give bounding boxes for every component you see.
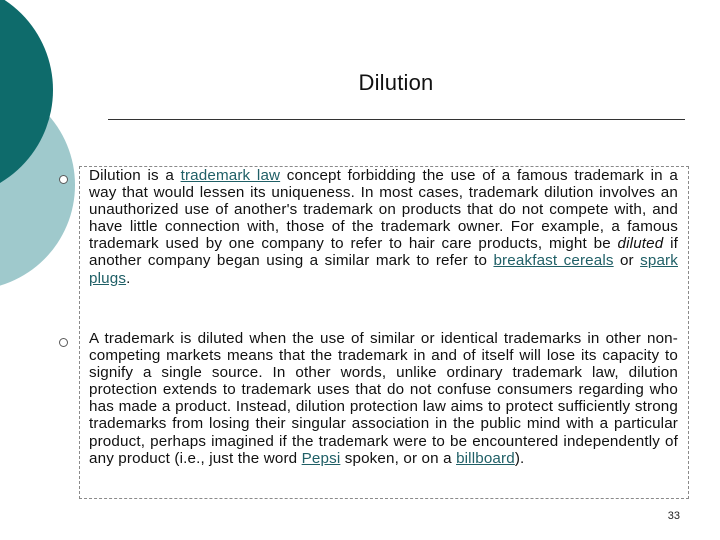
link-breakfast-cereals[interactable]: breakfast cereals bbox=[493, 252, 614, 270]
text-run: spoken, or on a bbox=[340, 449, 457, 467]
title-divider bbox=[108, 119, 685, 120]
link-trademark-law[interactable]: trademark law bbox=[180, 167, 281, 184]
slide-title: Dilution bbox=[358, 70, 434, 95]
text-run: Dilution is a bbox=[89, 167, 181, 184]
circle-bullet-icon bbox=[59, 338, 68, 347]
text-run: . bbox=[126, 269, 131, 287]
text-run: or bbox=[613, 252, 641, 270]
text-run: ). bbox=[514, 449, 525, 467]
emphasis-text: diluted bbox=[617, 235, 664, 253]
text-run: if another company began using a similar mark to refer to bbox=[89, 235, 678, 270]
bullet-item-1 bbox=[80, 167, 688, 287]
bullet-text-1 bbox=[80, 167, 688, 287]
content-box bbox=[79, 166, 689, 499]
text-run: A trademark is diluted when the use of similar or identical trademarks in other non-competing markets means that the trademark in and of itself will lose its capacity to signify a single source. In other words, unlike ordinary trademark law, dilution protection extends to trademark uses that do not confuse consumers regarding who has made a product. Instead, dilution protection law aims to protect sufficiently strong trademarks from losing their singular association in the public mind with a particular product, perhaps imagined if the trademark were to be encountered independently of any product (i.e., just the word bbox=[89, 330, 678, 467]
circle-bullet-icon bbox=[59, 175, 68, 184]
page-number: 33 bbox=[667, 510, 680, 522]
bullet-text-2 bbox=[80, 330, 688, 467]
link-pepsi[interactable]: Pepsi bbox=[301, 449, 341, 467]
text-run: concept forbidding the use of a famous trademark in a way that would lessen its uniqueness. In most cases, trademark dilution involves an unauthorized use of another's trademark on products that do not compete with, and have little connection with, those of the trademark owner. For example, a famous trademark used by one company to refer to hair care products, might be bbox=[89, 167, 678, 253]
link-billboard[interactable]: billboard bbox=[456, 449, 515, 467]
link-spark-plugs[interactable]: spark plugs bbox=[89, 252, 678, 287]
bullet-item-2 bbox=[80, 330, 688, 467]
